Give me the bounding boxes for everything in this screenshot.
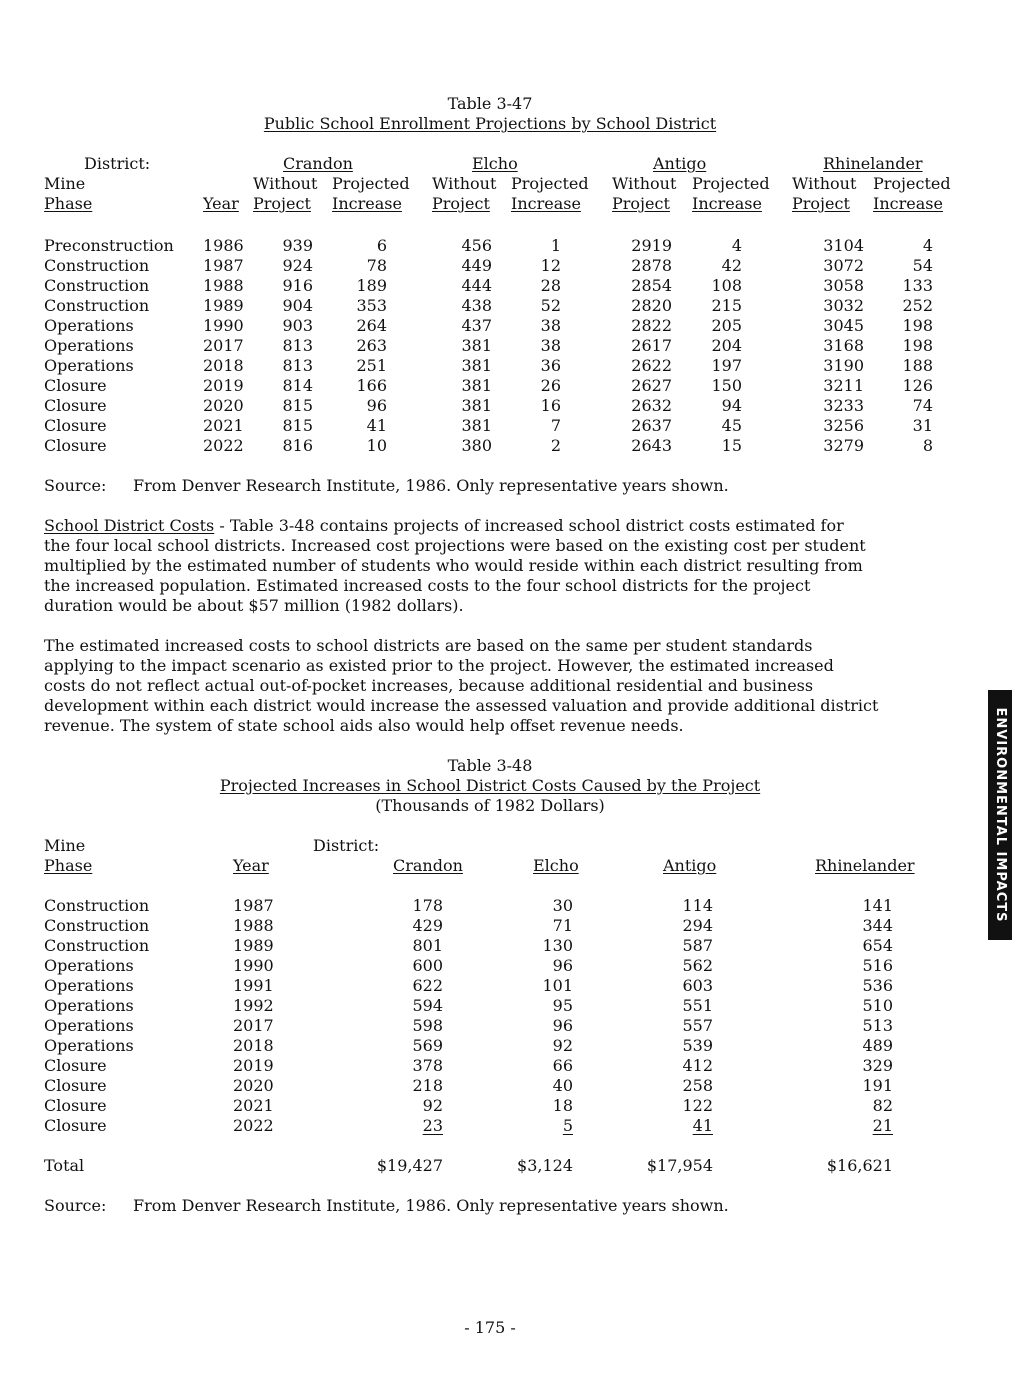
cell-elcho-without: 381	[461, 396, 492, 415]
cell-elcho: 130	[542, 936, 573, 955]
cell-antigo-increase: 150	[711, 376, 742, 395]
cell-crandon-without: 813	[282, 356, 313, 375]
cell-year: 1987	[203, 256, 244, 275]
cell-crandon-without: 916	[282, 276, 313, 295]
cell-antigo-without: 2878	[631, 256, 672, 275]
cell-year: 1990	[203, 316, 244, 335]
cell-elcho-without: 456	[461, 236, 492, 255]
header-elcho: Elcho	[533, 856, 579, 875]
paragraph-line: costs do not reflect actual out-of-pocket increases, because additional residential and business	[44, 676, 814, 695]
total-antigo: $17,954	[646, 1156, 713, 1175]
header-without: Without	[253, 174, 318, 193]
cell-phase: Operations	[44, 316, 134, 335]
cell-elcho-without: 381	[461, 356, 492, 375]
cell-elcho-increase: 16	[540, 396, 561, 415]
cell-elcho-increase: 26	[540, 376, 561, 395]
cell-elcho-without: 444	[461, 276, 492, 295]
cell-crandon: 92	[422, 1096, 443, 1115]
cell-crandon: 178	[412, 896, 443, 915]
cell-rhinelander: 510	[862, 996, 893, 1015]
table-row	[0, 976, 1013, 996]
cell-elcho-increase: 2	[550, 436, 561, 455]
cell-year: 2020	[233, 1076, 274, 1095]
cell-rhinelander-without: 3058	[823, 276, 864, 295]
header-rhinelander: Rhinelander	[815, 856, 915, 875]
cell-phase: Closure	[44, 436, 107, 455]
cell-crandon-increase: 189	[356, 276, 387, 295]
cell-elcho-without: 381	[461, 336, 492, 355]
table-row	[0, 1096, 1013, 1116]
table-row	[0, 956, 1013, 976]
cell-crandon-without: 939	[282, 236, 313, 255]
cell-elcho-increase: 7	[550, 416, 561, 435]
cell-rhinelander-increase: 198	[902, 336, 933, 355]
cell-crandon: 622	[412, 976, 443, 995]
table-48-label: Table 3-48	[447, 756, 533, 775]
cell-phase: Construction	[44, 296, 150, 315]
cell-antigo-without: 2820	[631, 296, 672, 315]
table-47-header-sub2	[0, 194, 1013, 214]
table-47-title: Public School Enrollment Projections by School District	[263, 114, 717, 133]
table-48-total-row	[0, 1156, 1013, 1176]
table-row	[0, 276, 1013, 296]
cell-year: 1991	[233, 976, 274, 995]
table-row	[0, 336, 1013, 356]
cell-elcho-without: 437	[461, 316, 492, 335]
cell-rhinelander: 513	[862, 1016, 893, 1035]
table-row	[0, 416, 1013, 436]
paragraph-line: The estimated increased costs to school districts are based on the same per student standards	[44, 636, 813, 655]
cell-antigo: 114	[682, 896, 713, 915]
cell-elcho: 30	[552, 896, 573, 915]
cell-year: 2021	[203, 416, 244, 435]
cell-antigo: 551	[682, 996, 713, 1015]
cell-crandon: 378	[412, 1056, 443, 1075]
cell-phase: Construction	[44, 256, 150, 275]
cell-rhinelander-without: 3104	[823, 236, 864, 255]
cell-antigo-increase: 4	[731, 236, 742, 255]
table-47-header-districts	[0, 154, 1013, 174]
cell-year: 2017	[203, 336, 244, 355]
cell-elcho: 18	[552, 1096, 573, 1115]
cell-antigo-increase: 94	[721, 396, 742, 415]
cell-crandon-increase: 10	[366, 436, 387, 455]
header-year: Year	[203, 194, 239, 213]
paragraph-line: the four local school districts. Increased cost projections were based on the existing cost per student	[44, 536, 866, 555]
cell-year: 1990	[233, 956, 274, 975]
cell-phase: Closure	[44, 376, 107, 395]
cell-phase: Operations	[44, 956, 134, 975]
header-year: Year	[233, 856, 269, 875]
cell-antigo-increase: 205	[711, 316, 742, 335]
cell-rhinelander-increase: 198	[902, 316, 933, 335]
table-row	[0, 316, 1013, 336]
header-project: Project	[253, 194, 311, 213]
cell-elcho: 101	[542, 976, 573, 995]
cell-phase: Closure	[44, 1096, 107, 1115]
header-without: Without	[612, 174, 677, 193]
cell-year: 2018	[203, 356, 244, 375]
table-row	[0, 896, 1013, 916]
cell-rhinelander: 489	[862, 1036, 893, 1055]
cell-year: 2022	[203, 436, 244, 455]
cell-rhinelander: 21	[872, 1116, 893, 1135]
cell-antigo-increase: 197	[711, 356, 742, 375]
cell-rhinelander: 344	[862, 916, 893, 935]
header-projected: Projected	[692, 174, 770, 193]
cell-crandon-without: 904	[282, 296, 313, 315]
cell-antigo-without: 2632	[631, 396, 672, 415]
cell-rhinelander-without: 3211	[823, 376, 864, 395]
cell-antigo-without: 2622	[631, 356, 672, 375]
cell-antigo: 294	[682, 916, 713, 935]
cell-phase: Closure	[44, 396, 107, 415]
cell-elcho-without: 381	[461, 376, 492, 395]
cell-rhinelander-without: 3045	[823, 316, 864, 335]
header-project: Project	[432, 194, 490, 213]
cell-elcho-without: 380	[461, 436, 492, 455]
table-row	[0, 1036, 1013, 1056]
cell-rhinelander-increase: 188	[902, 356, 933, 375]
cell-antigo-without: 2617	[631, 336, 672, 355]
paragraph-school-district-costs	[44, 516, 944, 616]
cell-elcho: 92	[552, 1036, 573, 1055]
cell-rhinelander-increase: 8	[922, 436, 933, 455]
cell-crandon-increase: 41	[366, 416, 387, 435]
cell-antigo-increase: 15	[721, 436, 742, 455]
table-row	[0, 436, 1013, 456]
cell-elcho: 71	[552, 916, 573, 935]
cell-rhinelander: 536	[862, 976, 893, 995]
cell-year: 1986	[203, 236, 244, 255]
cell-rhinelander-increase: 252	[902, 296, 933, 315]
header-phase: Phase	[44, 194, 93, 213]
header-project: Project	[792, 194, 850, 213]
cell-antigo-increase: 215	[711, 296, 742, 315]
cell-elcho: 95	[552, 996, 573, 1015]
table-48-header-1	[0, 836, 1013, 856]
cell-year: 1987	[233, 896, 274, 915]
cell-antigo-without: 2919	[631, 236, 672, 255]
cell-rhinelander: 141	[862, 896, 893, 915]
table-row	[0, 256, 1013, 276]
cell-rhinelander-without: 3032	[823, 296, 864, 315]
cell-phase: Construction	[44, 936, 150, 955]
paragraph-line: revenue. The system of state school aids also would help offset revenue needs.	[44, 716, 684, 735]
table-row	[0, 236, 1013, 256]
paragraph-heading: School District Costs	[44, 516, 215, 535]
cell-antigo-increase: 204	[711, 336, 742, 355]
table-row	[0, 1056, 1013, 1076]
cell-crandon-increase: 96	[366, 396, 387, 415]
paragraph-line: applying to the impact scenario as existed prior to the project. However, the estimated increased	[44, 656, 834, 675]
table-48-subtitle: (Thousands of 1982 Dollars)	[375, 796, 605, 815]
cell-rhinelander-without: 3233	[823, 396, 864, 415]
cell-phase: Operations	[44, 996, 134, 1015]
header-increase: Increase	[332, 194, 402, 213]
header-projected: Projected	[511, 174, 589, 193]
source-label: Source:	[44, 476, 107, 495]
cell-rhinelander-increase: 133	[902, 276, 933, 295]
header-antigo: Antigo	[653, 154, 707, 173]
cell-antigo: 412	[682, 1056, 713, 1075]
cell-phase: Closure	[44, 1056, 107, 1075]
cell-antigo: 587	[682, 936, 713, 955]
cell-year: 1988	[233, 916, 274, 935]
cell-crandon-without: 814	[282, 376, 313, 395]
paragraph-line: - Table 3-48 contains projects of increased school district costs estimated for	[214, 516, 844, 535]
source-text: From Denver Research Institute, 1986. Only representative years shown.	[133, 476, 729, 495]
cell-elcho: 40	[552, 1076, 573, 1095]
paragraph-line: duration would be about $57 million (1982 dollars).	[44, 596, 464, 615]
cell-antigo: 562	[682, 956, 713, 975]
header-projected: Projected	[873, 174, 951, 193]
cell-crandon-increase: 78	[366, 256, 387, 275]
cell-phase: Construction	[44, 896, 150, 915]
cell-antigo-increase: 45	[721, 416, 742, 435]
cell-rhinelander-increase: 4	[922, 236, 933, 255]
cell-crandon-without: 813	[282, 336, 313, 355]
cell-crandon: 23	[422, 1116, 443, 1135]
header-antigo: Antigo	[663, 856, 717, 875]
header-phase: Phase	[44, 856, 93, 875]
cell-antigo-without: 2637	[631, 416, 672, 435]
paragraph-line: multiplied by the estimated number of students who would reside within each district resulting from	[44, 556, 863, 575]
cell-antigo: 539	[682, 1036, 713, 1055]
cell-year: 1989	[203, 296, 244, 315]
cell-antigo-without: 2627	[631, 376, 672, 395]
header-mine: Mine	[44, 174, 86, 193]
cell-crandon-increase: 251	[356, 356, 387, 375]
source-label: Source:	[44, 1196, 107, 1215]
cell-elcho-without: 449	[461, 256, 492, 275]
cell-elcho-increase: 52	[540, 296, 561, 315]
cell-year: 2022	[233, 1116, 274, 1135]
cell-crandon: 429	[412, 916, 443, 935]
cell-year: 2018	[233, 1036, 274, 1055]
cell-rhinelander-without: 3168	[823, 336, 864, 355]
cell-crandon-increase: 263	[356, 336, 387, 355]
cell-antigo: 603	[682, 976, 713, 995]
cell-phase: Closure	[44, 1076, 107, 1095]
header-rhinelander: Rhinelander	[823, 154, 923, 173]
cell-year: 1992	[233, 996, 274, 1015]
cell-year: 2019	[233, 1056, 274, 1075]
header-without: Without	[432, 174, 497, 193]
page-number: - 175 -	[464, 1318, 516, 1337]
table-row	[0, 376, 1013, 396]
cell-rhinelander-without: 3190	[823, 356, 864, 375]
cell-phase: Closure	[44, 1116, 107, 1135]
header-elcho: Elcho	[472, 154, 518, 173]
cell-year: 2020	[203, 396, 244, 415]
cell-phase: Preconstruction	[44, 236, 174, 255]
cell-antigo: 557	[682, 1016, 713, 1035]
cell-crandon-increase: 6	[376, 236, 387, 255]
cell-crandon-without: 816	[282, 436, 313, 455]
cell-crandon: 598	[412, 1016, 443, 1035]
cell-antigo: 258	[682, 1076, 713, 1095]
cell-year: 2021	[233, 1096, 274, 1115]
table-row	[0, 396, 1013, 416]
table-row	[0, 356, 1013, 376]
header-projected: Projected	[332, 174, 410, 193]
cell-rhinelander: 329	[862, 1056, 893, 1075]
table-row	[0, 1076, 1013, 1096]
header-crandon: Crandon	[393, 856, 463, 875]
table-48-source	[0, 1196, 1013, 1216]
cell-phase: Operations	[44, 1036, 134, 1055]
cell-phase: Construction	[44, 276, 150, 295]
table-48-title: Projected Increases in School District Costs Caused by the Project	[219, 776, 761, 795]
cell-rhinelander-increase: 54	[912, 256, 933, 275]
cell-year: 1989	[233, 936, 274, 955]
cell-rhinelander: 82	[872, 1096, 893, 1115]
cell-elcho-increase: 38	[540, 316, 561, 335]
table-48-header-2	[0, 856, 1013, 876]
cell-rhinelander-increase: 126	[902, 376, 933, 395]
cell-year: 2019	[203, 376, 244, 395]
cell-antigo-without: 2854	[631, 276, 672, 295]
cell-phase: Closure	[44, 416, 107, 435]
cell-crandon-increase: 264	[356, 316, 387, 335]
total-elcho: $3,124	[517, 1156, 573, 1175]
table-row	[0, 296, 1013, 316]
cell-rhinelander: 191	[862, 1076, 893, 1095]
cell-crandon-without: 815	[282, 396, 313, 415]
paragraph-estimated-costs	[44, 636, 944, 736]
cell-antigo: 122	[682, 1096, 713, 1115]
table-47-header-sub1	[0, 174, 1013, 194]
total-label: Total	[44, 1156, 85, 1175]
header-district: District:	[313, 836, 380, 855]
table-row	[0, 996, 1013, 1016]
cell-phase: Operations	[44, 336, 134, 355]
cell-rhinelander-without: 3279	[823, 436, 864, 455]
cell-elcho-increase: 28	[540, 276, 561, 295]
header-without: Without	[792, 174, 857, 193]
total-rhinelander: $16,621	[826, 1156, 893, 1175]
cell-antigo-increase: 42	[721, 256, 742, 275]
cell-antigo-without: 2822	[631, 316, 672, 335]
cell-crandon-without: 903	[282, 316, 313, 335]
cell-elcho-increase: 38	[540, 336, 561, 355]
cell-year: 1988	[203, 276, 244, 295]
paragraph-line: development within each district would increase the assessed valuation and provide additional district	[44, 696, 879, 715]
cell-phase: Operations	[44, 976, 134, 995]
table-47-label: Table 3-47	[447, 94, 533, 113]
cell-elcho: 96	[552, 956, 573, 975]
cell-crandon: 600	[412, 956, 443, 975]
cell-elcho: 96	[552, 1016, 573, 1035]
header-project: Project	[612, 194, 670, 213]
header-mine: Mine	[44, 836, 86, 855]
header-increase: Increase	[692, 194, 762, 213]
cell-crandon-increase: 166	[356, 376, 387, 395]
cell-crandon: 801	[412, 936, 443, 955]
cell-elcho-increase: 12	[540, 256, 561, 275]
total-crandon: $19,427	[376, 1156, 443, 1175]
source-text: From Denver Research Institute, 1986. Only representative years shown.	[133, 1196, 729, 1215]
side-tab-label: ENVIRONMENTAL IMPACTS	[993, 707, 1008, 923]
header-crandon: Crandon	[283, 154, 353, 173]
cell-elcho-increase: 36	[540, 356, 561, 375]
cell-elcho-without: 438	[461, 296, 492, 315]
cell-rhinelander-increase: 74	[912, 396, 933, 415]
cell-elcho: 66	[552, 1056, 573, 1075]
table-row	[0, 936, 1013, 956]
cell-phase: Operations	[44, 1016, 134, 1035]
cell-crandon: 569	[412, 1036, 443, 1055]
cell-antigo: 41	[692, 1116, 713, 1135]
cell-elcho-without: 381	[461, 416, 492, 435]
table-row	[0, 1116, 1013, 1136]
cell-antigo-increase: 108	[711, 276, 742, 295]
cell-crandon-without: 815	[282, 416, 313, 435]
paragraph-line: the increased population. Estimated increased costs to the four school districts for the project	[44, 576, 811, 595]
cell-year: 2017	[233, 1016, 274, 1035]
section-side-tab	[988, 690, 1012, 940]
cell-rhinelander: 516	[862, 956, 893, 975]
header-increase: Increase	[511, 194, 581, 213]
cell-crandon-increase: 353	[356, 296, 387, 315]
table-47-source	[0, 476, 1013, 496]
cell-crandon: 594	[412, 996, 443, 1015]
cell-rhinelander-increase: 31	[912, 416, 933, 435]
cell-antigo-without: 2643	[631, 436, 672, 455]
cell-crandon-without: 924	[282, 256, 313, 275]
cell-crandon: 218	[412, 1076, 443, 1095]
table-row	[0, 916, 1013, 936]
header-district: District:	[84, 154, 151, 173]
cell-rhinelander: 654	[862, 936, 893, 955]
cell-elcho-increase: 1	[550, 236, 561, 255]
cell-elcho: 5	[562, 1116, 573, 1135]
table-row	[0, 1016, 1013, 1036]
cell-rhinelander-without: 3072	[823, 256, 864, 275]
cell-phase: Operations	[44, 356, 134, 375]
cell-phase: Construction	[44, 916, 150, 935]
cell-rhinelander-without: 3256	[823, 416, 864, 435]
header-increase: Increase	[873, 194, 943, 213]
